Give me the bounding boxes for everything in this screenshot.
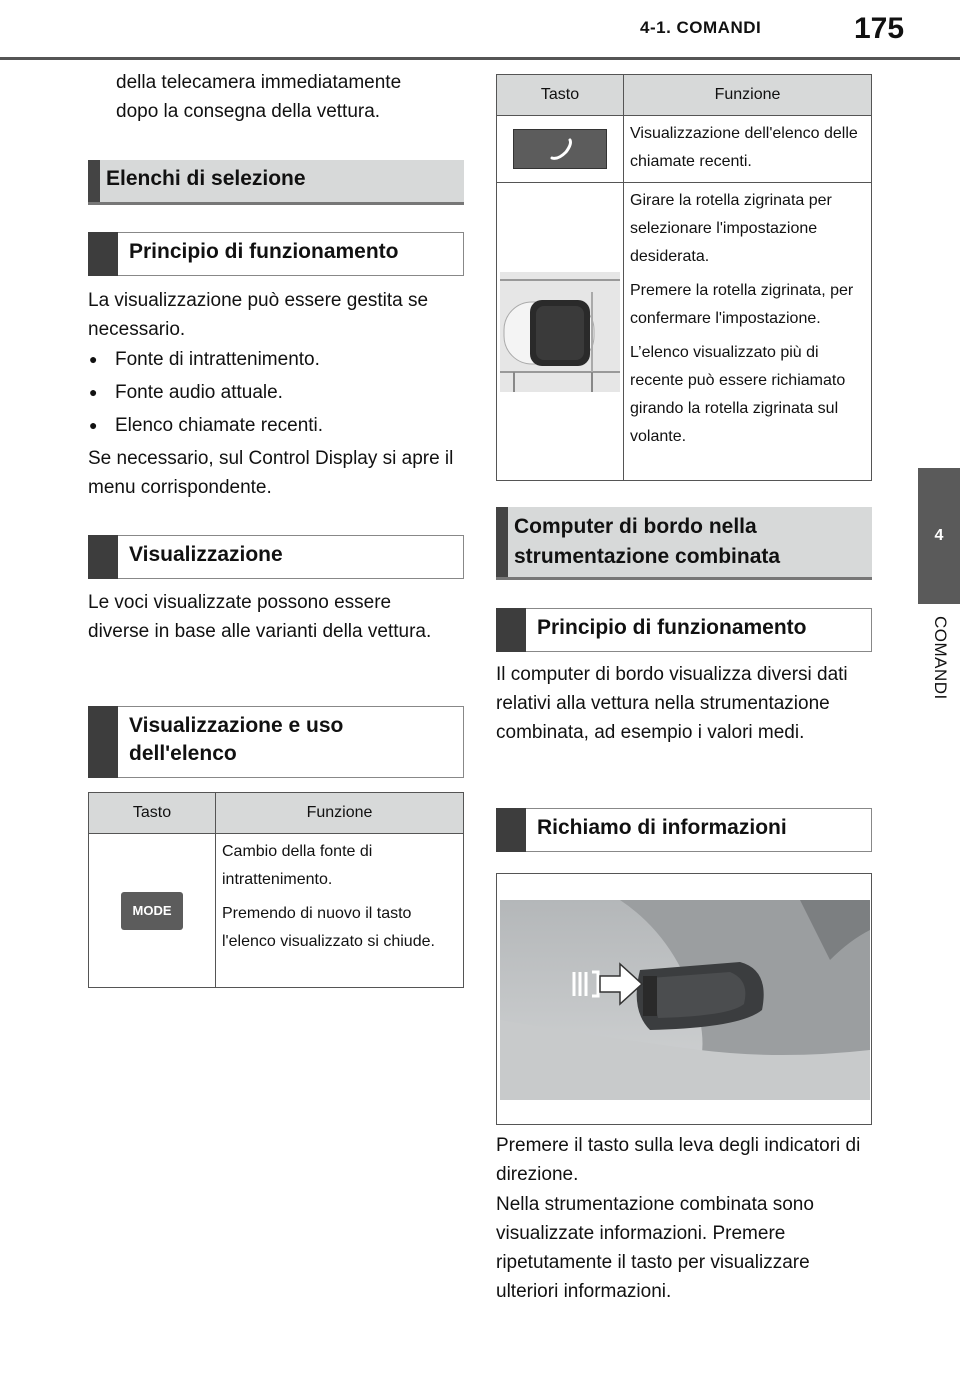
table-cell-function — [216, 834, 464, 988]
col-header-tasto: Tasto — [497, 75, 624, 116]
function-text: L’elenco visualizzato più di recente può essere richiamato girando la rotella zigrinata sul volante. — [630, 344, 846, 445]
col-header-funzione: Funzione — [216, 793, 464, 834]
table-cell-key — [89, 834, 216, 988]
phone-button-icon — [513, 129, 607, 169]
heading-bar — [88, 160, 100, 202]
para-nella: Nella strumentazione combinata sono visualizzate informazioni. Premere ripetutamente il tasto per visualizzare ulteriori informazioni. — [496, 1194, 814, 1302]
col-header-tasto: Tasto — [89, 793, 216, 834]
subheading-text: Visualizzazione e uso dell'elenco — [129, 714, 344, 765]
function-text: Premendo di nuovo il tasto l'elenco visualizzato si chiude. — [222, 905, 435, 950]
subheading-bar — [496, 808, 526, 852]
subheading-bar — [88, 706, 118, 778]
chapter-label-text: COMANDI — [931, 616, 950, 700]
phone-icon — [514, 130, 606, 168]
subheading-bar — [88, 535, 118, 579]
mode-button-icon: MODE — [121, 892, 183, 930]
subheading-uso-elenco — [88, 706, 464, 778]
illustration-frame — [496, 873, 872, 1125]
heading-text: Elenchi di selezione — [106, 167, 306, 190]
thumbwheel-icon — [500, 272, 620, 392]
subheading-principio-right — [496, 608, 872, 652]
subheading-principio — [88, 232, 464, 276]
table-cell-key — [497, 183, 624, 481]
table-cell-key — [497, 116, 624, 183]
bullet-item: ● Fonte di intrattenimento. — [115, 345, 455, 374]
subheading-text: Principio di funzionamento — [537, 616, 807, 639]
bullet-item: ● Fonte audio attuale. — [115, 378, 455, 407]
function-text: Visualizzazione dell'elenco delle chiamate recenti. — [630, 125, 858, 170]
para-menu: Se necessario, sul Control Display si apre il menu corrispondente. — [88, 448, 454, 498]
subheading-text: Visualizzazione — [129, 543, 283, 566]
turn-signal-lever-illustration — [500, 900, 870, 1100]
para-voci: Le voci visualizzate possono essere diverse in base alle varianti della vettura. — [88, 592, 432, 642]
section-title: 4-1. COMANDI — [640, 18, 762, 37]
heading-text: Computer di bordo nella strumentazione combinata — [514, 515, 781, 568]
subheading-bar — [496, 608, 526, 652]
table-mode — [88, 792, 464, 988]
page-number: 175 — [854, 12, 905, 45]
intro-text: della telecamera immediatamente dopo la consegna della vettura. — [116, 72, 402, 122]
heading-computer — [496, 507, 872, 580]
subheading-visualizzazione — [88, 535, 464, 579]
para-visualizzazione: La visualizzazione può essere gestita se necessario. — [88, 290, 429, 340]
function-text: Cambio della fonte di intrattenimento. — [222, 843, 373, 888]
col-header-funzione: Funzione — [624, 75, 872, 116]
para-computer: Il computer di bordo visualizza diversi dati relativi alla vettura nella strumentazione combinata, ad esempio i valori medi. — [496, 664, 848, 743]
function-text: Girare la rotella zigrinata per selezionare l'impostazione desiderata. — [630, 192, 832, 265]
function-text: Premere la rotella zigrinata, per confermare l'impostazione. — [630, 282, 854, 327]
header-rule — [0, 57, 960, 60]
bullet-item: ● Elenco chiamate recenti. — [115, 411, 455, 440]
chapter-side-label — [920, 616, 960, 736]
subheading-text: Principio di funzionamento — [129, 240, 399, 263]
table-wheel — [496, 74, 872, 481]
heading-elenchi — [88, 160, 464, 205]
subheading-bar — [88, 232, 118, 276]
table-cell-function — [624, 116, 872, 183]
chapter-tab: 4 — [918, 468, 960, 604]
para-premere: Premere il tasto sulla leva degli indicatori di direzione. — [496, 1135, 861, 1185]
subheading-text: Richiamo di informazioni — [537, 816, 787, 839]
table-cell-function — [624, 183, 872, 481]
subheading-richiamo — [496, 808, 872, 852]
heading-bar — [496, 507, 508, 577]
